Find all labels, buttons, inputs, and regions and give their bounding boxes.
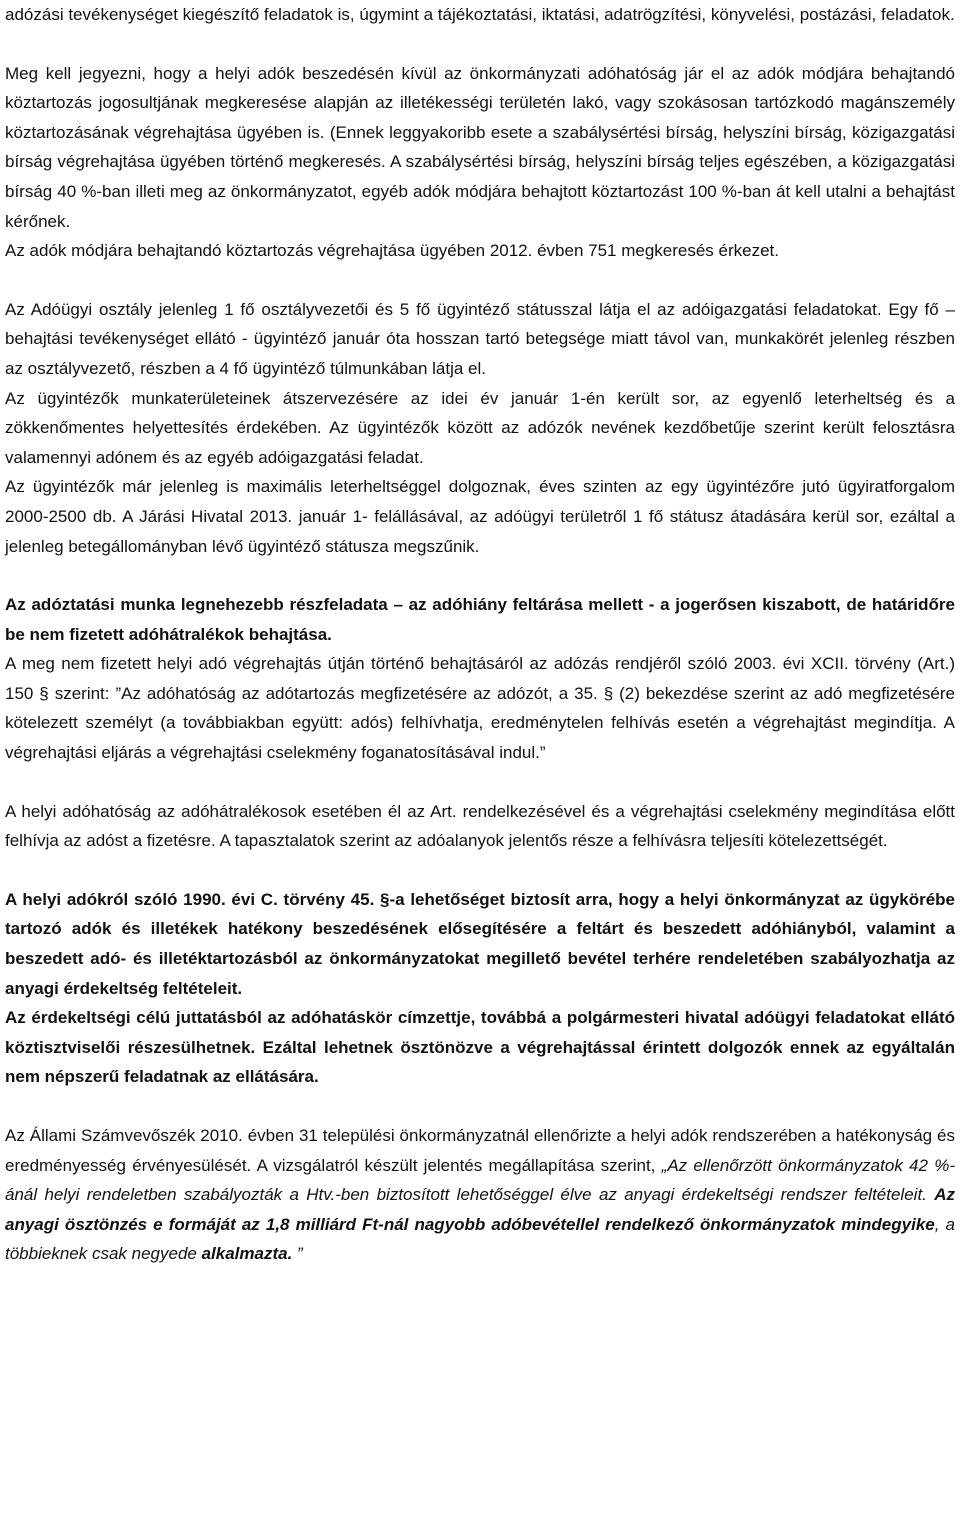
spacer bbox=[5, 1092, 955, 1121]
audit-quote-continuation-text: , a többieknek csak negyede bbox=[5, 1214, 956, 1264]
paragraph-state-audit bbox=[5, 1121, 955, 1269]
paragraph-tasks: adózási tevékenységet kiegészítő feladatok is, úgymint a tájékoztatási, iktatási, adatrögzítési, könyvelési, postázási, feladatok. bbox=[5, 5, 955, 24]
paragraph-hardest-task: Az adóztatási munka legnehezebb részfeladata – az adóhiány feltárása mellett - a jogerősen kiszabott, de határidőre be nem fizetett adóhátralékok behajtása. bbox=[5, 595, 955, 644]
audit-quote-bold-end-text: alkalmazta. bbox=[201, 1244, 293, 1264]
paragraph-htv-45: A helyi adókról szóló 1990. évi C. törvény 45. §-a lehetőséget biztosít arra, hogy a helyi önkormányzat az ügykörébe tartozó adók és illetékek hatékony beszedésének elősegítésére a feltárt és beszedett adóhiányból, valamint a beszedett adó- és illetéktartozásból az önkormányzatokat megillető bevétel terhére rendeletében szabályozhatja az anyagi érdekeltség feltételeit. bbox=[5, 889, 955, 998]
audit-quote-bold-text: Az anyagi ösztönzés e formáját az 1,8 milliárd Ft-nál nagyobb adóbevétellel rendelkező önkormányzatok mindegyike bbox=[5, 1185, 955, 1234]
paragraph-public-debt: Meg kell jegyezni, hogy a helyi adók beszedésén kívül az önkormányzati adóhatóság jár el az adók módjára behajtandó köztartozás jogosultjának megkeresése alapján az illetékességi területén lakó, vagy szokásosan tartózkodó magánszemély köztartozásának végrehajtása ügyében is. (Ennek leggyakoribb esete a szabálysértési bírság, helyszíni bírság, közigazgatási bírság végrehajtása ügyében történő megkeresés. A szabálysértési bírság, helyszíni bírság teljes egészében, a közigazgatási bírság 40 %-ban illeti meg az önkormányzatot, egyéb adók módjára behajtott köztartozást 100 %-ban át kell utalni a behajtást kérőnek. bbox=[5, 63, 955, 231]
audit-intro-text: Az Állami Számvevőszék 2010. évben 31 települési önkormányzatnál ellenőrizte a helyi adók rendszerében a hatékonyság és eredményesség érvényesülését. A vizsgálatról készült jelentés megállapítása szerint, bbox=[5, 1126, 955, 1175]
paragraph-incentive: Az érdekeltségi célú juttatásból az adóhatáskör címzettje, továbbá a polgármesteri hivatal adóügyi feladatokat ellátó köztisztviselői részesülhetnek. Ezáltal lehetnek ösztönözve a végrehajtással érintett dolgozók ennek az egyáltalán nem népszerű feladatnak az ellátására. bbox=[5, 1008, 955, 1087]
paragraph-staffing: Az Adóügyi osztály jelenleg 1 fő osztályvezetői és 5 fő ügyintéző státusszal látja el az adóigazgatási feladatokat. Egy fő – behajtási tevékenységet ellátó - ügyintéző január óta hosszan tartó betegsége miatt távol van, munkakörét jelenleg részben az osztályvezető, részben a 4 fő ügyintéző túlmunkában látja el. bbox=[5, 299, 955, 378]
paragraph-2012-requests: Az adók módjára behajtandó köztartozás végrehajtása ügyében 2012. évben 751 megkeresés érkezet. bbox=[5, 241, 779, 261]
paragraph-reorganization: Az ügyintézők munkaterületeinek átszervezésére az idei év január 1-én került sor, az egyenlő leterheltség és a zökkenőmentes helyettesítés érdekében. Az ügyintézők között az adózók nevének kezdőbetűje szerint került felosztásra valamennyi adónem és az egyéb adóigazgatási feladat. bbox=[5, 388, 955, 467]
paragraph-workload: Az ügyintézők már jelenleg is maximális leterheltséggel dolgoznak, éves szinten az egy ügyintézőre jutó ügyiratforgalom 2000-2500 db. A Járási Hivatal 2013. január 1- felállásával, az adóügyi területről 1 fő státusz átadására kerül sor, ezáltal a jelenleg betegállományban lévő ügyintéző státusza megszűnik. bbox=[5, 477, 955, 556]
audit-quote-text: „Az ellenőrzött önkormányzatok 42 %-ánál helyi rendeletben szabályozták a Htv.-ben biztosított lehetőséggel élve az anyagi érdekeltségi rendszer feltételeit. bbox=[5, 1155, 955, 1205]
audit-quote-closing-mark: ” bbox=[292, 1244, 303, 1264]
spacer bbox=[5, 856, 955, 885]
spacer bbox=[5, 561, 955, 590]
spacer bbox=[5, 266, 955, 295]
spacer bbox=[5, 30, 955, 59]
spacer bbox=[5, 768, 955, 797]
paragraph-local-authority: A helyi adóhatóság az adóhátralékosok esetében él az Art. rendelkezésével és a végrehajtási cselekmény megindítása előtt felhívja az adóst a fizetésre. A tapasztalatok szerint az adóalanyok jelentős része a felhívásra teljesíti kötelezettségét. bbox=[5, 801, 955, 851]
paragraph-art-150: A meg nem fizetett helyi adó végrehajtás útján történő behajtásáról az adózás rendjéről szóló 2003. évi XCII. törvény (Art.) 150 § szerint: ”Az adóhatóság az adótartozás megfizetésére az adózót, a 35. § (2) bekezdése szerint az adó megfizetésére kötelezett személyt (a továbbiakban együtt: adós) felhívhatja, eredménytelen felhívás esetén a végrehajtást megindítja. A végrehajtási eljárás a végrehajtási cselekmény foganatosításával indul.” bbox=[5, 654, 955, 763]
